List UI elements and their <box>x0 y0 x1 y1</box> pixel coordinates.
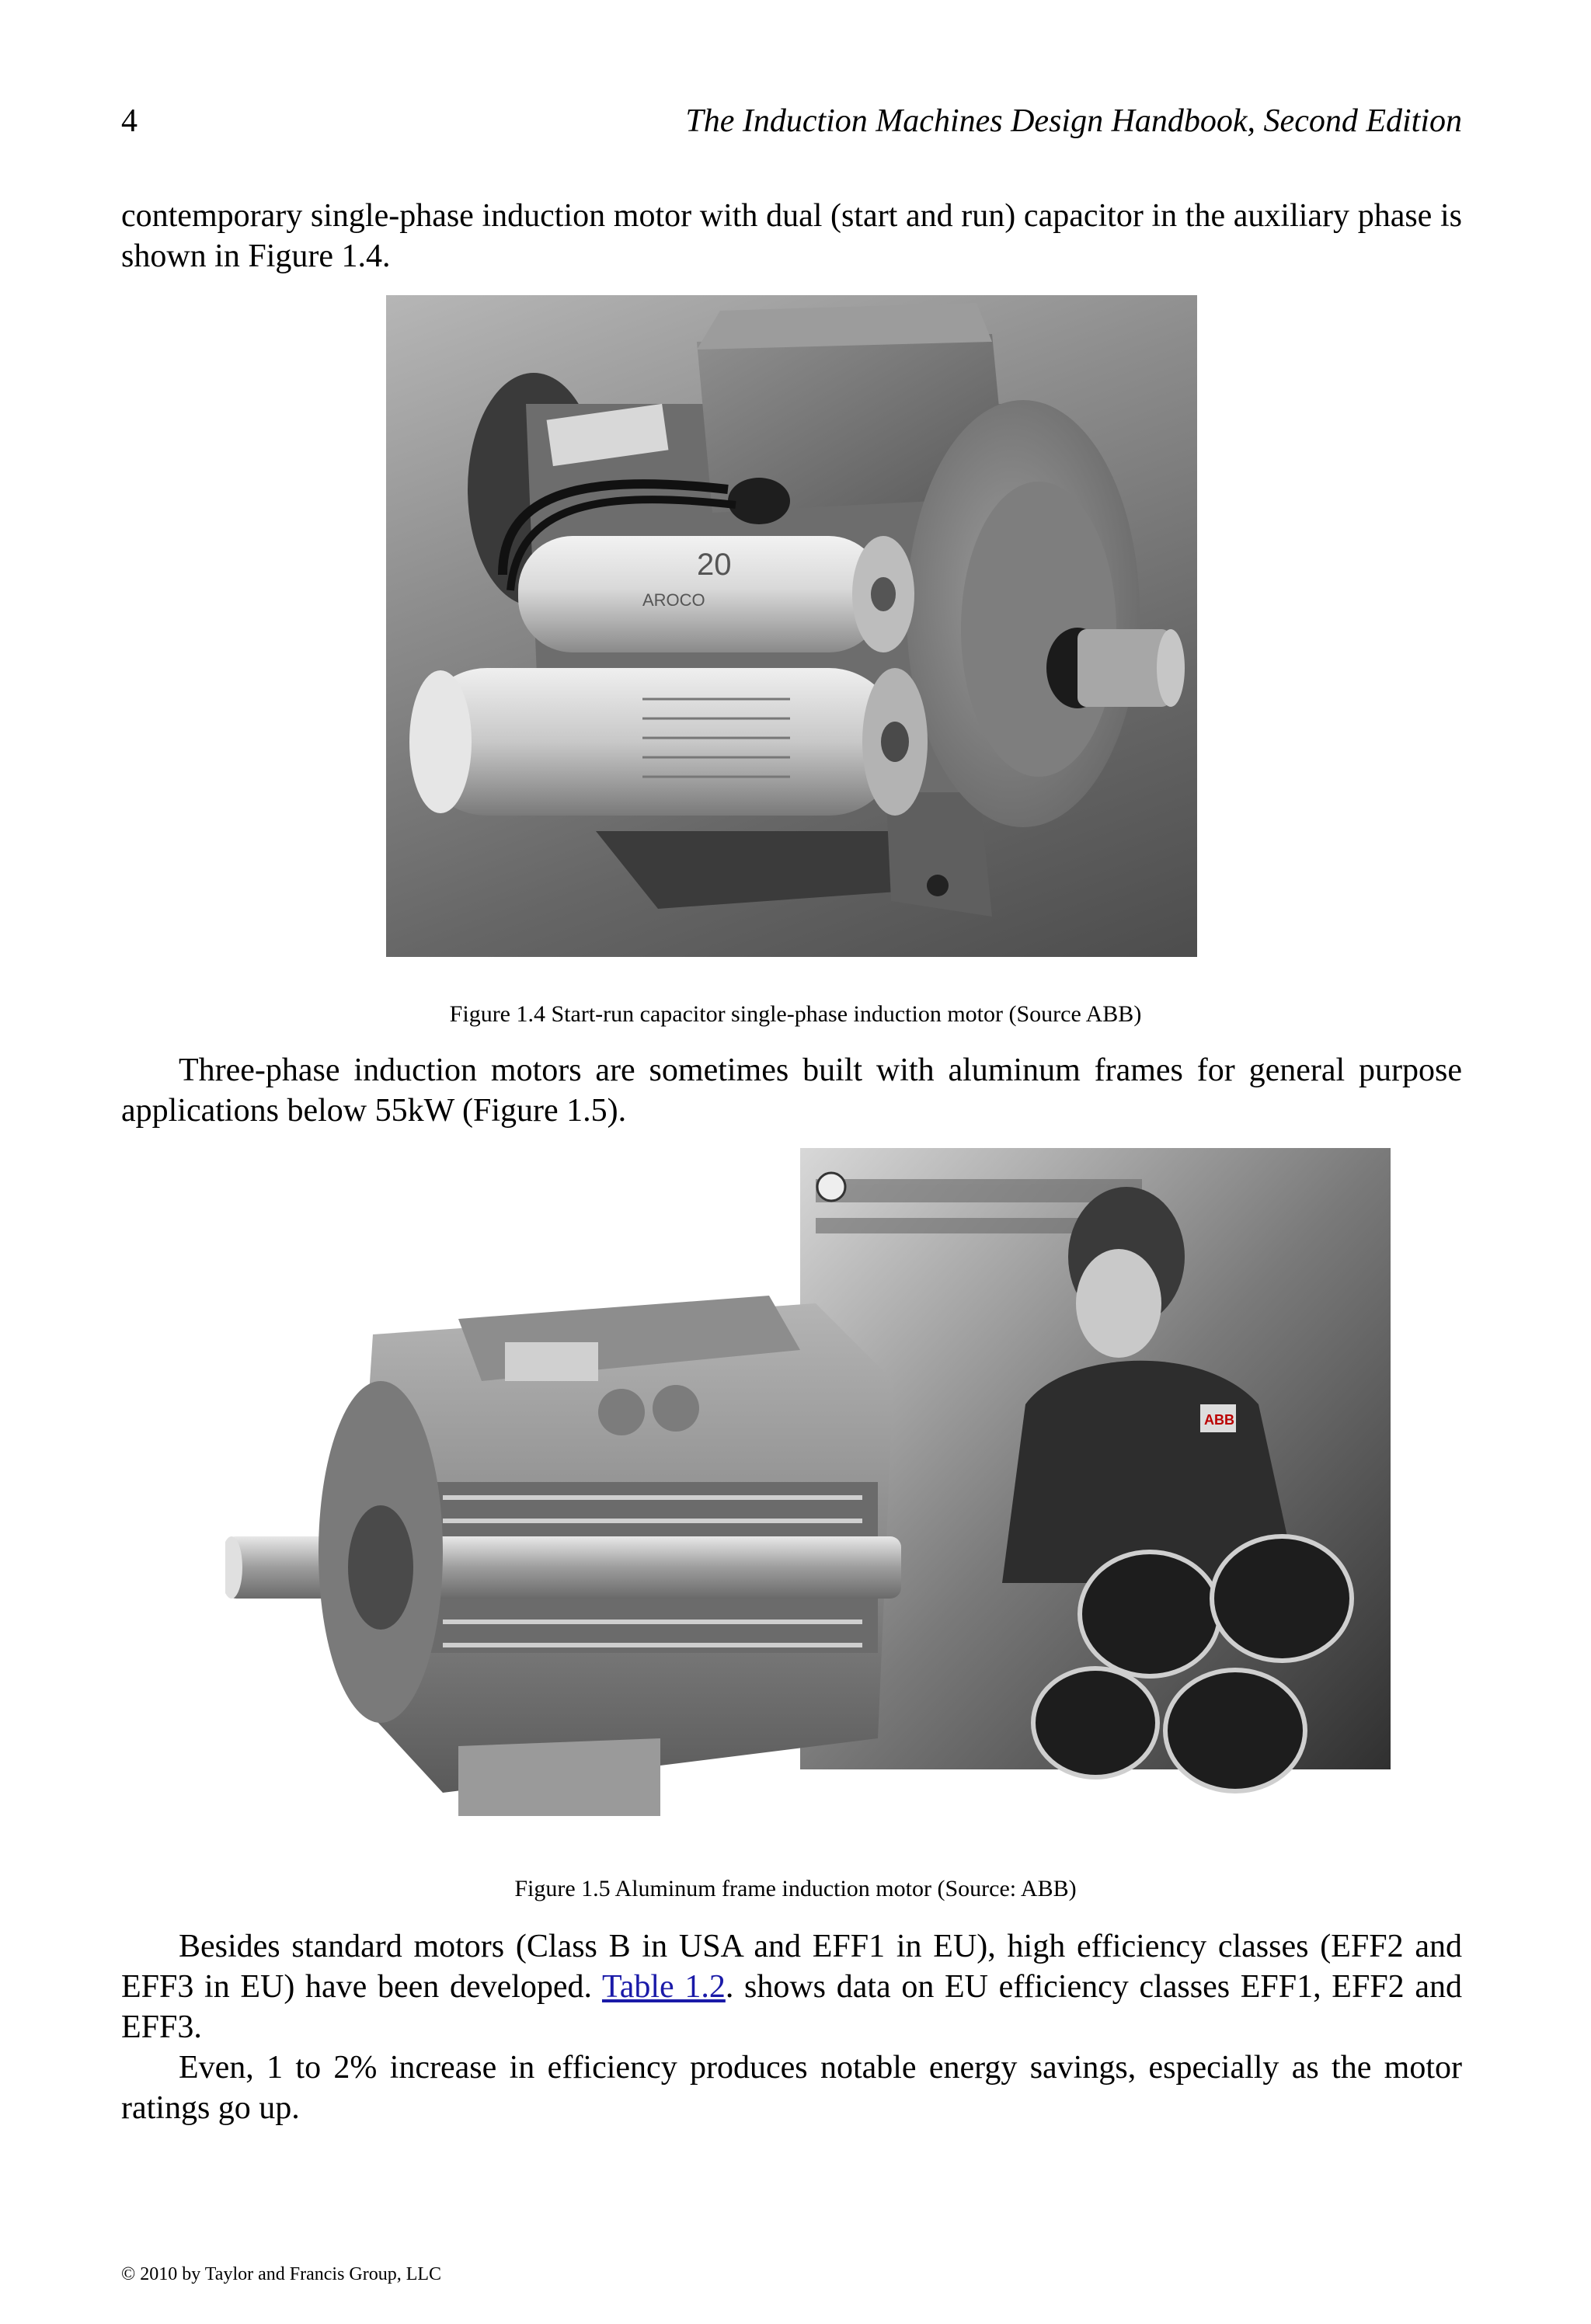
abb-badge-text: ABB <box>1204 1412 1234 1428</box>
paragraph-text: Even, 1 to 2% increase in efficiency produces notable energy savings, especially as the motor ratings go up. <box>121 2050 1462 2126</box>
paragraph-efficiency <box>121 1926 1462 2128</box>
table-1-2-link[interactable]: Table 1.2 <box>601 1969 726 2005</box>
paragraph-text-part: Besides standard motors (Class B in USA and EFF1 in EU), high efficiency classes (EFF2 and EFF3 in EU) have been developed. <box>121 1929 1462 2005</box>
running-title: The Induction Machines Design Handbook, Second Edition <box>685 103 1462 139</box>
capacitor-label-top: AROCO <box>642 590 705 610</box>
paragraph-text-part: . shows data on EU efficiency classes EFF1, EFF2 and EFF3. <box>121 1969 1462 2045</box>
capacitor-label-value: 20 <box>697 548 732 582</box>
figure-1-5-caption: Figure 1.5 Aluminum frame induction motor (Source: ABB) <box>514 1876 1077 1901</box>
paragraph-intro <box>121 196 1462 277</box>
paragraph-aluminum <box>121 1050 1462 1131</box>
figure-1-4-image <box>386 295 1197 957</box>
paragraph-text: contemporary single-phase induction motor with dual (start and run) capacitor in the auxiliary phase is shown in Figure 1.4. <box>121 198 1462 274</box>
figure-1-5-image <box>225 1148 1391 1824</box>
figure-1-4-caption: Figure 1.4 Start-run capacitor single-phase induction motor (Source ABB) <box>449 1001 1142 1027</box>
paragraph-text <box>121 1926 1462 2047</box>
page-number: 4 <box>121 103 138 139</box>
copyright-footer: © 2010 by Taylor and Francis Group, LLC <box>121 2264 442 2284</box>
paragraph-text: Three-phase induction motors are sometimes built with aluminum frames for general purpose applications below 55kW (Figure 1.5). <box>121 1052 1462 1129</box>
